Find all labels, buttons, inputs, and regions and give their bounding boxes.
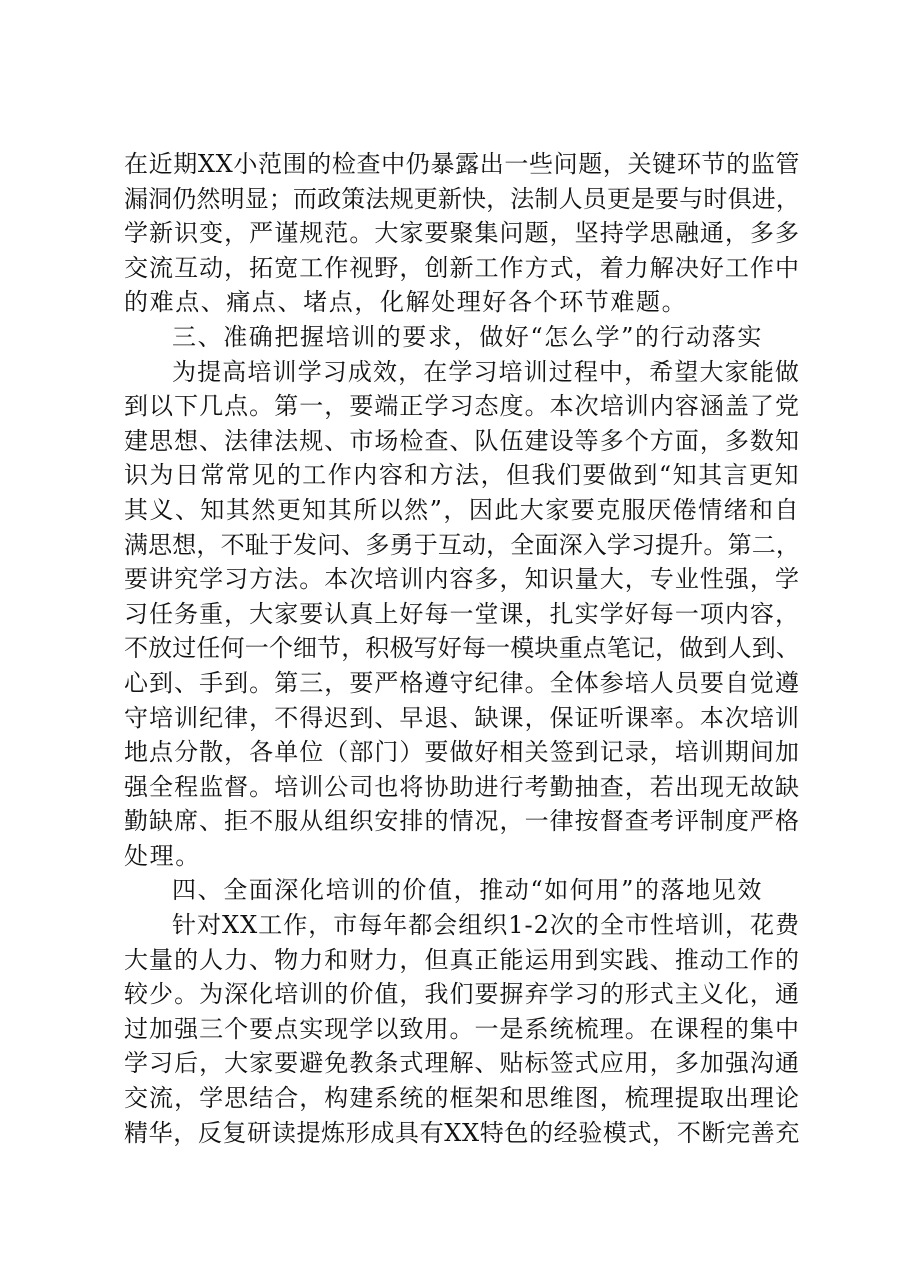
text-line: 习任务重，大家要认真上好每一堂课，扎实学好每一项内容， [124, 599, 800, 628]
text-line: 处理。 [124, 841, 201, 870]
text-line: 识为日常常见的工作内容和方法，但我们要做到“知其言更知 [124, 461, 800, 490]
text-line: 到以下几点。第一，要端正学习态度。本次培训内容涵盖了党 [124, 392, 800, 421]
text-line: 心到、手到。第三，要严格遵守纪律。全体参培人员要自觉遵 [124, 668, 800, 697]
text-line: 针对XX工作，市每年都会组织1-2次的全市性培训，花费 [172, 911, 800, 940]
text-line: 漏洞仍然明显；而政策法规更新快，法制人员更是要与时俱进， [124, 184, 800, 213]
text-line: 勤缺席、拒不服从组织安排的情况，一律按督查考评制度严格 [124, 807, 800, 836]
text-line: 建思想、法律法规、市场检查、队伍建设等多个方面，多数知 [124, 426, 800, 455]
text-line: 满思想，不耻于发问、多勇于互动，全面深入学习提升。第二， [124, 530, 800, 559]
text-line: 四、全面深化培训的价值，推动“如何用”的落地见效 [172, 876, 763, 905]
text-line: 交流互动，拓宽工作视野，创新工作方式，着力解决好工作中 [124, 253, 800, 282]
document-body [124, 147, 800, 1150]
text-line: 要讲究学习方法。本次培训内容多，知识量大，专业性强，学 [124, 565, 800, 594]
text-line: 强全程监督。培训公司也将协助进行考勤抽查，若出现无故缺 [124, 772, 800, 801]
text-line: 精华，反复研读提炼形成具有XX特色的经验模式，不断完善充 [124, 1118, 800, 1147]
text-line: 不放过任何一个细节，积极写好每一模块重点笔记，做到人到、 [124, 634, 800, 663]
text-line: 过加强三个要点实现学以致用。一是系统梳理。在课程的集中 [124, 1014, 800, 1043]
text-line: 其义、知其然更知其所以然”，因此大家要克服厌倦情绪和自 [124, 495, 800, 524]
text-line: 在近期XX小范围的检查中仍暴露出一些问题，关键环节的监管 [124, 150, 800, 178]
text-line: 守培训纪律，不得迟到、早退、缺课，保证听课率。本次培训 [124, 703, 800, 732]
text-line: 地点分散，各单位（部门）要做好相关签到记录，培训期间加 [124, 738, 800, 767]
text-line: 的难点、痛点、堵点，化解处理好各个环节难题。 [124, 288, 688, 317]
text-line: 学习后，大家要避免教条式理解、贴标签式应用，多加强沟通 [124, 1049, 800, 1078]
text-line: 大量的人力、物力和财力，但真正能运用到实践、推动工作的 [124, 945, 800, 974]
text-line: 三、准确把握培训的要求，做好“怎么学”的行动落实 [172, 322, 763, 351]
text-line: 交流，学思结合，构建系统的框架和思维图，梳理提取出理论 [124, 1084, 800, 1113]
text-line: 为提高培训学习成效，在学习培训过程中，希望大家能做 [172, 357, 800, 386]
text-line: 较少。为深化培训的价值，我们要摒弃学习的形式主义化，通 [124, 980, 800, 1009]
text-line: 学新识变，严谨规范。大家要聚集问题，坚持学思融通，多多 [124, 219, 800, 248]
